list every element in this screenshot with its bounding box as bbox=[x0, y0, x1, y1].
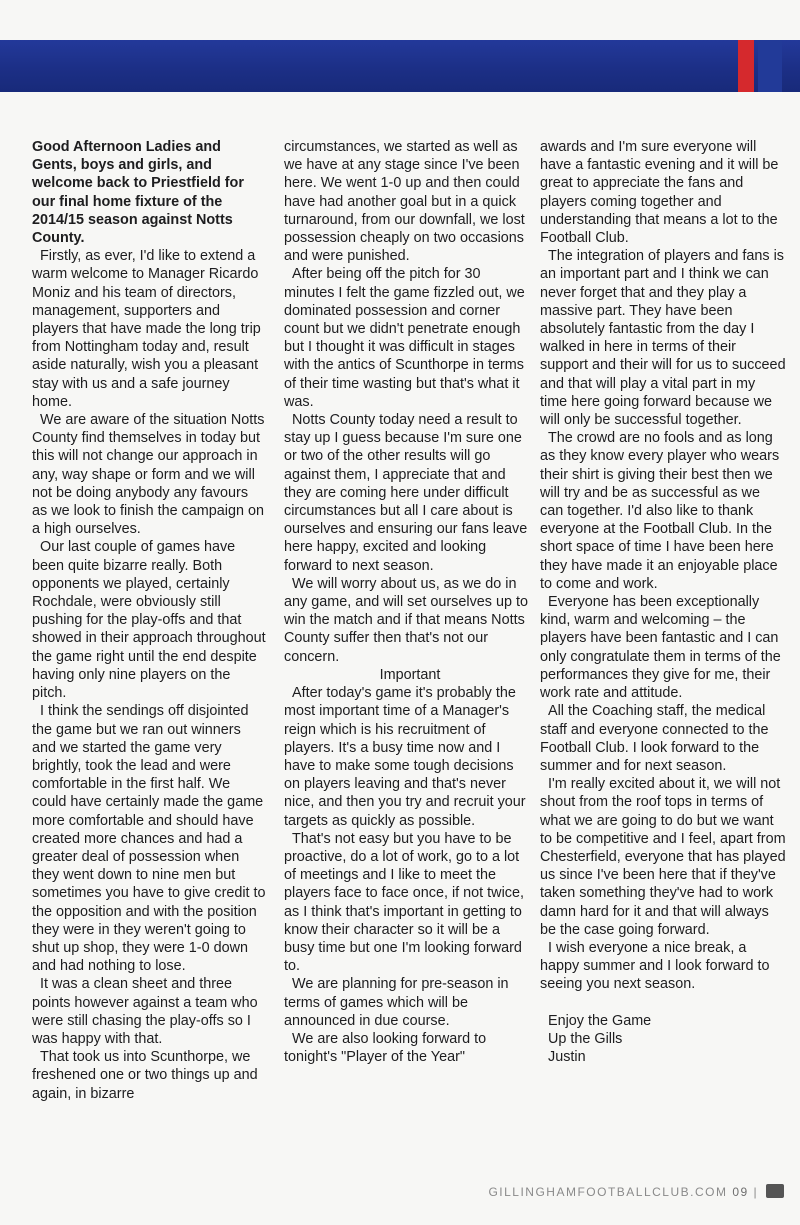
paragraph: The crowd are no fools and as long as they know every player who wears their shirt is giving their best then we will try and be as successful as we can together. I'd also like to thank everyone at the Football Club. In the short space of time I have been here they have made it an enjoyable place to come and work. bbox=[540, 430, 780, 592]
signoff-line: Enjoy the Game bbox=[548, 1012, 652, 1029]
intro-paragraph: Good Afternoon Ladies and Gents, boys and girls, and welcome back to Priestfield for our final home fixture of the 2014/15 season against Notts County. bbox=[32, 139, 244, 247]
paragraph: Firstly, as ever, I'd like to extend a warm welcome to Manager Ricardo Moniz and his team of directors, management, supporters and players that have made the long trip from Nottingham today and, result aside naturally, wish you a pleasant stay with us and a safe journey home. bbox=[32, 248, 261, 410]
paragraph: We are also looking forward to tonight's "Player of the Year" bbox=[284, 1030, 487, 1066]
page-number: 09 bbox=[732, 1185, 749, 1199]
column-2 bbox=[284, 138, 528, 1066]
paragraph: After being off the pitch for 30 minutes I felt the game fizzled out, we dominated possession and corner count but we didn't penetrate enough but I thought it was difficult in stages with the antics of Scunthorpe in terms of their time wasting but that's what it was. bbox=[284, 266, 525, 410]
paragraph-continued: circumstances, we started as well as we have at any stage since I've been here. We went 1-0 up and then could have had another goal but in a quick turnaround, from our downfall, we lost possession cheaply on two occasions and were punished. bbox=[284, 139, 525, 265]
paragraph: I'm really excited about it, we will not shout from the roof tops in terms of what we are going to do but we want to be competitive and I feel, apart from Chesterfield, everyone that has played us since I've been here that if they've taken something they've had to work damn hard for it and that will always be the case going forward. bbox=[540, 776, 786, 938]
paragraph: Everyone has been exceptionally kind, warm and welcoming – the players have been fantastic and I can only congratulate them in terms of the performances they give for me, their work rate and attitude. bbox=[540, 594, 781, 702]
banner-blue-tab bbox=[758, 40, 782, 92]
paragraph: That's not easy but you have to be proactive, do a lot of work, go to a lot of meetings and I like to meet the players face to face once, if not twice, as I think that's important in getting to know their character so it will be a busy time but one I'm looking forward to. bbox=[284, 830, 524, 975]
paragraph: We are aware of the situation Notts County find themselves in today but this will not change our approach in any, way shape or form and we will not be doing anybody any favours as we look to finish the campaign on a high ourselves. bbox=[32, 412, 265, 538]
website-url: GILLINGHAMFOOTBALLCLUB.COM bbox=[488, 1185, 728, 1199]
paragraph: All the Coaching staff, the medical staff and everyone connected to the Football Club. I look forward to the summer and for next season. bbox=[540, 703, 769, 774]
page-footer: GILLINGHAMFOOTBALLCLUB.COM 09 | bbox=[488, 1184, 784, 1199]
paragraph: The integration of players and fans is an important part and I think we can never forget that and they play a massive part. They have been absolutely fantastic from the day I walked in here in terms of their support and their will for us to succeed and that will play a vital part in my time here going forward because we will only be successful together. bbox=[540, 248, 786, 429]
banner-red-stripe bbox=[738, 40, 754, 92]
paragraph: I think the sendings off disjointed the game but we ran out winners and we started the game very brightly, took the lead and were comfortable in the first half. We could have certainly made the game more comfortable and should have created more chances and had a greater deal of possession when they went down to nine men but sometimes you have to give credit to the opposition and with the position they were in they weren't going to shut up shop, they were 1-0 down and had nothing to lose. bbox=[32, 703, 266, 975]
paragraph: We are planning for pre-season in terms of games which will be announced in due course. bbox=[284, 976, 509, 1029]
paragraph: After today's game it's probably the most important time of a Manager's reign which is his recruitment of players. It's a busy time now and I have to make some tough decisions on players leaving and that's never nice, and then you try and recruit your targets as quickly as possible. bbox=[284, 685, 526, 829]
signoff-line: Up the Gills bbox=[548, 1030, 623, 1047]
column-3 bbox=[540, 138, 786, 1066]
paragraph: We will worry about us, as we do in any game, and will set ourselves up to win the match and if that means Notts County suffer then that's not our concern. bbox=[284, 575, 528, 665]
paragraph: Our last couple of games have been quite bizarre really. Both opponents we played, certainly Rochdale, were obviously still pushing for the play-offs and that showed in their approach throughout the game right until the end despite having only nine players on the pitch. bbox=[32, 539, 266, 702]
club-logo-icon bbox=[766, 1184, 784, 1198]
signoff-name: Justin bbox=[548, 1048, 586, 1065]
header-banner bbox=[0, 40, 800, 92]
paragraph-continued: awards and I'm sure everyone will have a fantastic evening and it will be great to appreciate the fans and players coming together and understanding that means a lot to the Football Club. bbox=[540, 139, 779, 247]
paragraph: It was a clean sheet and three points however against a team who were still chasing the play-offs so I was happy with that. bbox=[32, 976, 258, 1047]
subheading-important: Important bbox=[379, 666, 441, 683]
paragraph: That took us into Scunthorpe, we freshened one or two things up and again, in bizarre bbox=[32, 1049, 258, 1102]
paragraph: Notts County today need a result to stay up I guess because I'm sure one or two of the other results will go against them, I appreciate that and they are coming here under difficult circumstances but all I care about is ourselves and ensuring our fans leave here happy, excited and looking forward to next season. bbox=[284, 412, 528, 574]
paragraph: I wish everyone a nice break, a happy summer and I look forward to seeing you next season. bbox=[540, 939, 770, 993]
column-1 bbox=[32, 138, 266, 1103]
signoff bbox=[540, 1012, 786, 1067]
